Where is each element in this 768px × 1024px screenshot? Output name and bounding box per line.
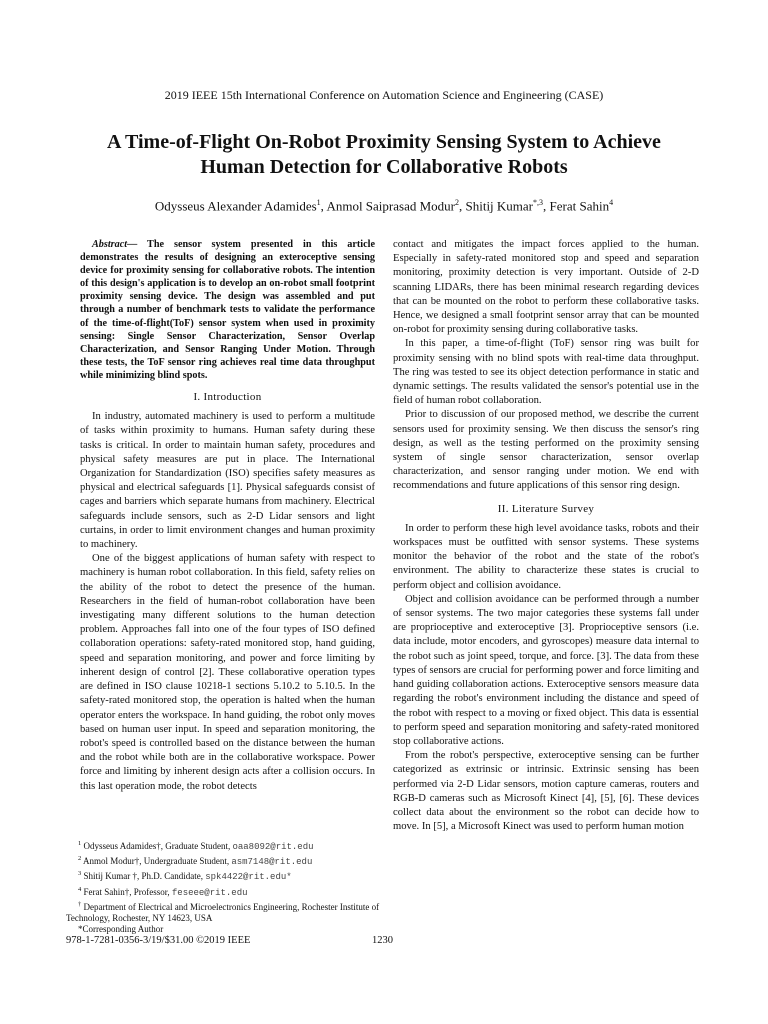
footnote: *Corresponding Author [78, 924, 164, 935]
footnote-mark: 2 [78, 855, 82, 863]
copyright-line: 978-1-7281-0356-3/19/$31.00 ©2019 IEEE [66, 935, 251, 946]
footnote [66, 899, 386, 924]
author-sup: *,3 [533, 198, 544, 207]
footnote-mark: 1 [78, 840, 82, 847]
author-name: , Anmol Saiprasad Modur [320, 198, 455, 214]
author-name: Odysseus Alexander Adamides [154, 198, 317, 214]
paragraph: contact and mitigates the impact forces applied to the human. Especially in safety-rated monitored stop and speed and separation monitoring, proximity detection is very important. Outside of 2-D scanning LIDARs, there has been minimal research regarding devices that can be mounted on the robot to perform these collaborative tasks. Hence, we designed a small footprint sensor array that can be mounted on-robot for proximity sensing during collaborative tasks. [393, 239, 699, 336]
author-sup: 2 [454, 198, 459, 207]
title-line-2: Human Detection for Collaborative Robots [200, 156, 568, 178]
author-sup: 4 [609, 198, 614, 207]
abstract-label: Abstract— [92, 239, 138, 250]
footnote-mark: 4 [78, 885, 82, 893]
right-column [393, 238, 699, 834]
paragraph: One of the biggest applications of human safety with respect to machinery is human robot collaboration. In this field, safety relies on the ability of the robot to detect the presence of the human. Researchers in the field of human-robot collaboration have been investigating many different solutions to the human detection problem. Approaches fall into one of the four types of ISO defined collaboration operations: safety-rated monitored stop, hand guiding, speed and separation monitoring, and power and force limiting by inherent design of control [2]. These collaborative operation types are defined in ISO clause 10218-1 sections 5.10.2 to 5.10.5. In the safety-rated monitored stop, the operation is halted when the human operator enters the workspace. In hand guiding, the robot only moves based on human user input. In speed and separation monitoring, the robot's speed is controlled based on the distance between the human and the robot while both are in the collaborative workspace. Power force and limiting by inherent design acts after a collision occurs. In this last operation mode, the robot detects [80, 553, 375, 792]
left-column [80, 238, 375, 794]
author-sup: 1 [316, 198, 321, 207]
section-heading-introduction: I. Introduction [193, 391, 262, 404]
email-link[interactable]: spk4422@rit.edu* [205, 872, 292, 883]
footnotes [66, 838, 386, 935]
email-link[interactable]: oaa8092@rit.edu [232, 842, 314, 852]
footnote [66, 884, 386, 899]
footnote-text: Anmol Modur†, Undergraduate Student, [81, 856, 232, 867]
abstract [80, 238, 375, 382]
footnote [66, 868, 386, 883]
footnote-text: Department of Electrical and Microelectronics Engineering, Rochester Institute of Technology, Rochester, NY 14623, USA [66, 901, 380, 924]
paragraph: From the robot's perspective, exteroceptive sensing can be further categorized as extrinsic or intrinsic. Extrinsic sensing has been performed via 2-D Lidar sensors, motion capture cameras, routers and RGB-D cameras such as Microsoft Kinect [4], [5], [6]. These devices collect data about the environment so the robot can decide how to move. In [5], a Microsoft Kinect was used to perform human motion [393, 750, 699, 833]
footnote-mark: † [78, 900, 82, 908]
paragraph: In this paper, a time-of-flight (ToF) sensor ring was built for proximity sensing with no blind spots with real-time data throughput. The ring was tested to see its object detection performance in static and dynamic settings. The results validated the sensor's potential use in the field of human robot collaboration. [393, 338, 699, 407]
conference-header: 2019 IEEE 15th International Conference on Automation Science and Engineering (CASE) [164, 88, 604, 102]
footnote-text: Shitij Kumar †, Ph.D. Candidate, [81, 871, 206, 882]
page-number: 1230 [372, 935, 393, 946]
abstract-text: The sensor system presented in this article demonstrates the results of designing an exteroceptive sensing device for proximity sensing for collaborative robots. The intention of this design's application is to develop an on-robot small footprint proximity sensing device. The design was assembled and put through a number of benchmark tests to validate the performance of the time-of-flight(ToF) sensor system when used in proximity sensing: Single Sensor Characterization, Sensor Overlap Characterization, and Sensor Ranging Under Motion. Through these tests, the ToF sensor ring achieves real time data throughput while minimizing blind spots. [80, 239, 375, 381]
footnote-text: Odysseus Adamides†, Graduate Student, [81, 841, 233, 851]
email-link[interactable]: asm7148@rit.edu [231, 857, 313, 868]
title-line-1: A Time-of-Flight On-Robot Proximity Sensing System to Achieve [107, 131, 661, 153]
footnote-text: Ferat Sahin†, Professor, [81, 886, 172, 897]
footnote [66, 838, 386, 853]
footnote [66, 853, 386, 868]
paragraph: Prior to discussion of our proposed method, we describe the current sensors used for proximity sensing. We then discuss the sensor's ring design, as well as the testing performed on the proximity sensing system of single sensor characterization, sensor overlap characterization, and sensor ranging under motion. We end with recommendations and future applications of this sensor ring design. [393, 409, 699, 492]
author-name: , Ferat Sahin [543, 198, 610, 214]
paragraph: In industry, automated machinery is used to perform a multitude of tasks within proximity to humans. Human safety during these tasks is critical. In order to maintain human safety, procedures and physical safety measures are put in place. The International Organization for Standardization (ISO) specifies safety measures as physical and electrical safeguards [1]. Physical safeguards consist of cages and barriers which separate humans from machinery. Electrical safeguards include sensors, such as 2-D Lidar sensors and light curtains, in order to limit environment changes and human proximity to machinery. [80, 411, 375, 551]
author-name: , Shitij Kumar [458, 198, 534, 214]
paragraph: In order to perform these high level avoidance tasks, robots and their workspaces must be outfitted with sensor systems. These systems monitor the behavior of the robot and the state of the robot's environment. The ability to characterize these states is crucial to perform object and collision avoidance. [393, 522, 699, 591]
paragraph: Object and collision avoidance can be performed through a number of sensor systems. The two major categories these systems fall under are proprioceptive and exteroceptive [3]. Proprioceptive sensors (i.e. data include, motor encoders, and gyroscopes) measure data internal to the robot such as joint speed, torque, and force. [3]. The data from these types of sensors are crucial for performing power and force limiting and hand guiding collaboration actions. Exteroceptive sensors measure data regarding the robot's environment including the distance and speed of the robot with respect to a moving or fixed object. This data is essential to perform speed and separation monitoring and safety-rated monitored stop collaborative actions. [393, 593, 699, 747]
email-link[interactable]: feseee@rit.edu [171, 887, 248, 898]
section-heading-literature-survey: II. Literature Survey [497, 502, 595, 515]
footnote-mark: 3 [78, 870, 82, 878]
paper-title [60, 130, 708, 180]
author-list [40, 198, 728, 214]
